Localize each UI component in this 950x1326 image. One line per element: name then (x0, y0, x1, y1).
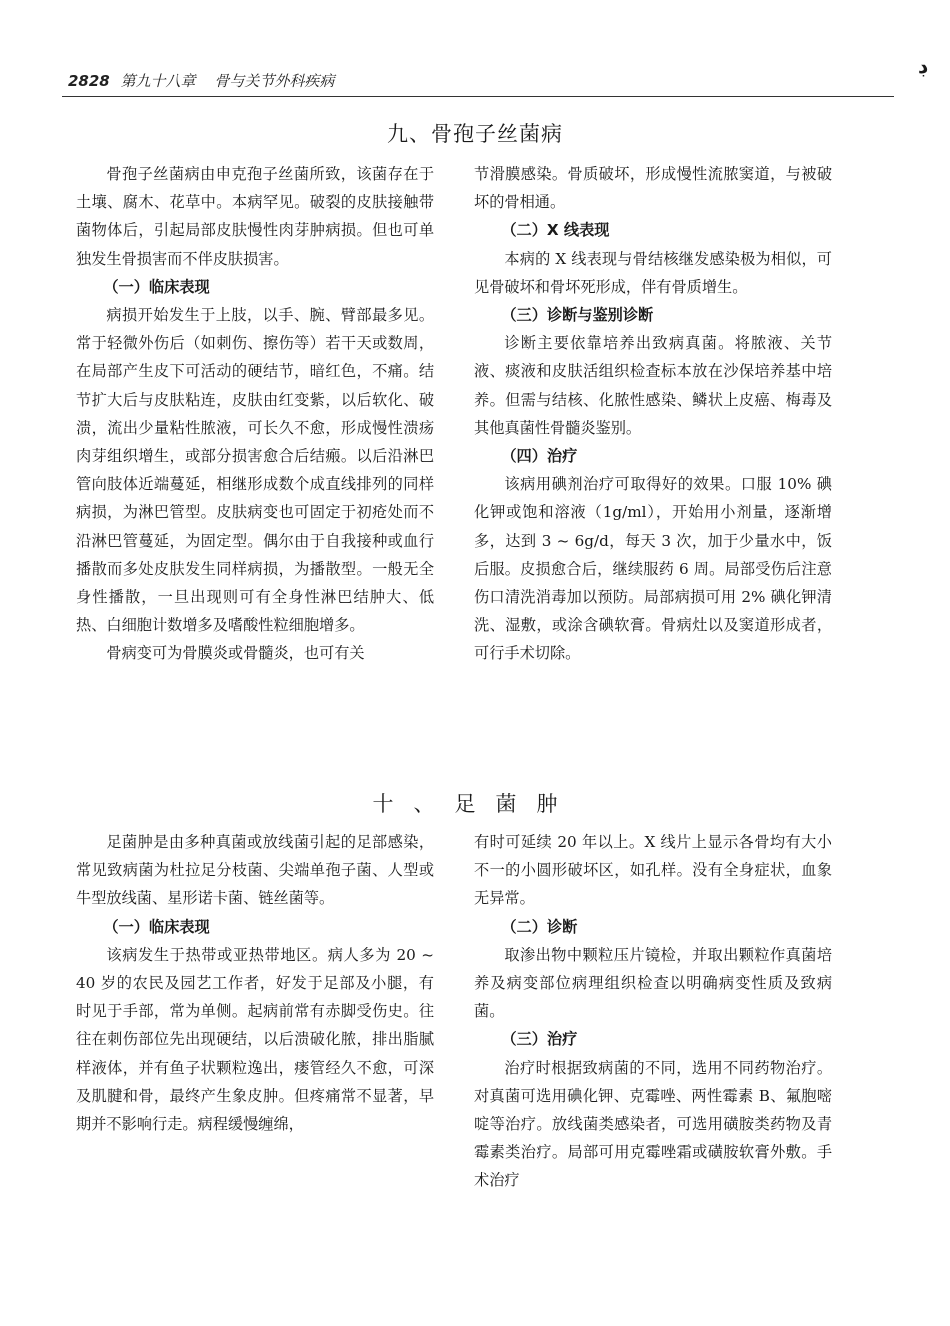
section9-clinical-text: 病损开始发生于上肢，以手、腕、臂部最多见。常于轻微外伤后（如刺伤、擦伤等）若干天或数周，在局部产生皮下可活动的硬结节，暗红色，不痛。结节扩大后与皮肤粘连，皮肤由红变紫，以后软化、破溃，流出少量粘性脓液，可长久不愈，形成慢性溃疡肉芽组织增生，或部分损害愈合后结瘢。以后沿淋巴管向肢体近端蔓延，相继形成数个成直线排列的同样病损，为淋巴管型。皮肤病变也可固定于初疮处而不沿淋巴管蔓延，为固定型。偶尔由于自我接种或血行播散而多处皮肤发生同样病损，为播散型。一般无全身性播散，一旦出现则可有全身性淋巴结肿大、低热、白细胞计数增多及嗜酸性粒细胞增多。 (76, 306, 434, 635)
chapter-title: 骨与关节外科疾病 (214, 72, 335, 90)
section10-left-column (76, 828, 434, 1138)
section10-diagnosis-text: 取渗出物中颗粒压片镜检，并取出颗粒作真菌培养及病变部位病理组织检查以明确病变性质及致病菌。 (474, 945, 832, 1021)
section10-treatment-text: 治疗时根据致病菌的不同，选用不同药物治疗。对真菌可选用碘化钾、克霉唑、两性霉素 B、氟胞嘧啶等治疗。放线菌类感染者，可选用磺胺类药物及青霉素类治疗。局部可用克霉唑霜或磺胺软膏外敷。手术治疗 (474, 1058, 832, 1190)
section9-heading-clinical: （一）临床表现 (103, 277, 210, 296)
section9-bone-text: 骨病变可为骨膜炎或骨髓炎，也可有关 (106, 644, 365, 663)
section9-treatment-text: 该病用碘剂治疗可取得好的效果。口服 10% 碘化钾或饱和溶液（1g/ml），开始用小剂量，逐渐增多，达到 3 ~ 6g/d，每天 3 次，加于少量水中，饭后服。皮损愈合后，继续服药 6 周。局部受伤后注意伤口清洗消毒加以预防。局部病损可用 2% 碘化钾清洗、湿敷，或涂含碘软膏。骨病灶以及窦道形成者，可行手术切除。 (474, 475, 832, 663)
header-rule (62, 96, 894, 97)
section10-clinical-text-cont: 有时可延续 20 年以上。X 线片上显示各骨均有大小不一的小圆形破坏区，如孔样。没有全身症状，血象无异常。 (474, 833, 832, 908)
section10-right-column (474, 828, 832, 1195)
section9-xray-text: 本病的 X 线表现与骨结核继发感染极为相似，可见骨破坏和骨坏死形成，伴有骨质增生。 (474, 249, 832, 296)
section9-heading-diagnosis: （三）诊断与鉴别诊断 (501, 306, 654, 325)
corner-mark: ڊ (918, 54, 927, 78)
section10-heading-diagnosis: （二）诊断 (501, 917, 578, 936)
chapter-number: 第九十八章 (120, 72, 196, 90)
section9-heading-xray: （二）X 线表现 (501, 221, 610, 240)
section9-title: 九、骨孢子丝菌病 (387, 122, 563, 146)
section10-intro: 足菌肿是由多种真菌或放线菌引起的足部感染，常见致病菌为杜拉足分枝菌、尖端单孢子菌、人型或牛型放线菌、星形诺卡菌、链丝菌等。 (76, 833, 434, 908)
section9-diagnosis-text: 诊断主要依靠培养出致病真菌。将脓液、关节液、痰液和皮肤活组织检查标本放在沙保培养基中培养。但需与结核、化脓性感染、鳞状上皮癌、梅毒及其他真菌性骨髓炎鉴别。 (474, 334, 832, 437)
section9-heading-treatment: （四）治疗 (501, 447, 578, 466)
running-header (68, 70, 334, 91)
section9-right-column (474, 160, 832, 668)
page-number: 2828 (68, 72, 110, 90)
section9-intro: 骨孢子丝菌病由申克孢子丝菌所致，该菌存在于土壤、腐木、花草中。本病罕见。破裂的皮肤接触带菌物体后，引起局部皮肤慢性肉芽肿病损。但也可单独发生骨损害而不伴皮肤损害。 (76, 165, 434, 268)
section10-clinical-text: 该病发生于热带或亚热带地区。病人多为 20 ~ 40 岁的农民及园艺工作者，好发于足部及小腿，有时见于手部，常为单侧。起病前常有赤脚受伤史。往往在刺伤部位先出现硬结，以后溃破化脓，排出脂腻样液体，并有鱼子状颗粒逸出，瘘管经久不愈，可深及肌腱和骨，最终产生象皮肿。但疼痛常不显著，早期并不影响行走。病程缓慢缠绵， (76, 945, 434, 1134)
section10-title: 十、足菌肿 (372, 792, 578, 816)
section9-bone-text-cont: 节滑膜感染。骨质破坏，形成慢性流脓窦道，与被破坏的骨相通。 (474, 165, 832, 212)
section10-heading-clinical: （一）临床表现 (103, 917, 210, 936)
section10-heading-treatment: （三）治疗 (501, 1030, 578, 1049)
section9-left-column (76, 160, 434, 668)
